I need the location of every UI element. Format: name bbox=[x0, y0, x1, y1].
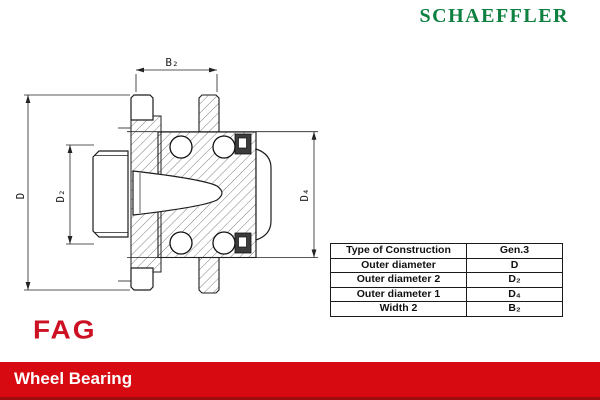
wheel-flange-top-tab bbox=[131, 95, 153, 120]
spec-value: D bbox=[466, 258, 562, 273]
spec-row bbox=[331, 244, 563, 259]
dimension-d4 bbox=[312, 132, 317, 258]
bearing-ball bbox=[170, 136, 192, 158]
dimension-b2 bbox=[136, 68, 217, 92]
spec-row bbox=[331, 287, 563, 302]
dim-label-b2: B₂ bbox=[165, 56, 179, 69]
dim-label-d2: D₂ bbox=[54, 189, 67, 203]
dimension-d2 bbox=[66, 145, 94, 244]
outer-ring-bulge bbox=[256, 149, 271, 240]
schaeffler-logo: SCHAEFFLER bbox=[419, 5, 569, 27]
spec-value: D₂ bbox=[466, 273, 562, 288]
bearing-ball bbox=[213, 232, 235, 254]
spec-table bbox=[330, 243, 563, 317]
spec-row bbox=[331, 273, 563, 288]
bearing-ball bbox=[213, 136, 235, 158]
spec-label: Outer diameter 1 bbox=[331, 287, 467, 302]
wheel-flange-bottom-tab bbox=[131, 268, 153, 290]
bearing-ball bbox=[170, 232, 192, 254]
spec-label: Outer diameter 2 bbox=[331, 273, 467, 288]
spec-label: Width 2 bbox=[331, 302, 467, 317]
dim-label-d: D bbox=[14, 192, 27, 200]
spec-label: Type of Construction bbox=[331, 244, 467, 259]
spec-label: Outer diameter bbox=[331, 258, 467, 273]
page-title: Wheel Bearing bbox=[14, 369, 133, 388]
footer-bar bbox=[0, 362, 600, 400]
dim-label-d4: D₄ bbox=[298, 188, 311, 202]
spec-value: D₄ bbox=[466, 287, 562, 302]
spec-row bbox=[331, 302, 563, 317]
outer-ring-bottom-flange-tab bbox=[199, 258, 219, 294]
spec-value: Gen.3 bbox=[466, 244, 562, 259]
outer-ring-top-flange-tab bbox=[199, 95, 219, 132]
pilot-cylinder bbox=[93, 151, 128, 237]
spec-row bbox=[331, 258, 563, 273]
fag-logo: FAG bbox=[33, 315, 97, 344]
spec-value: B₂ bbox=[466, 302, 562, 317]
